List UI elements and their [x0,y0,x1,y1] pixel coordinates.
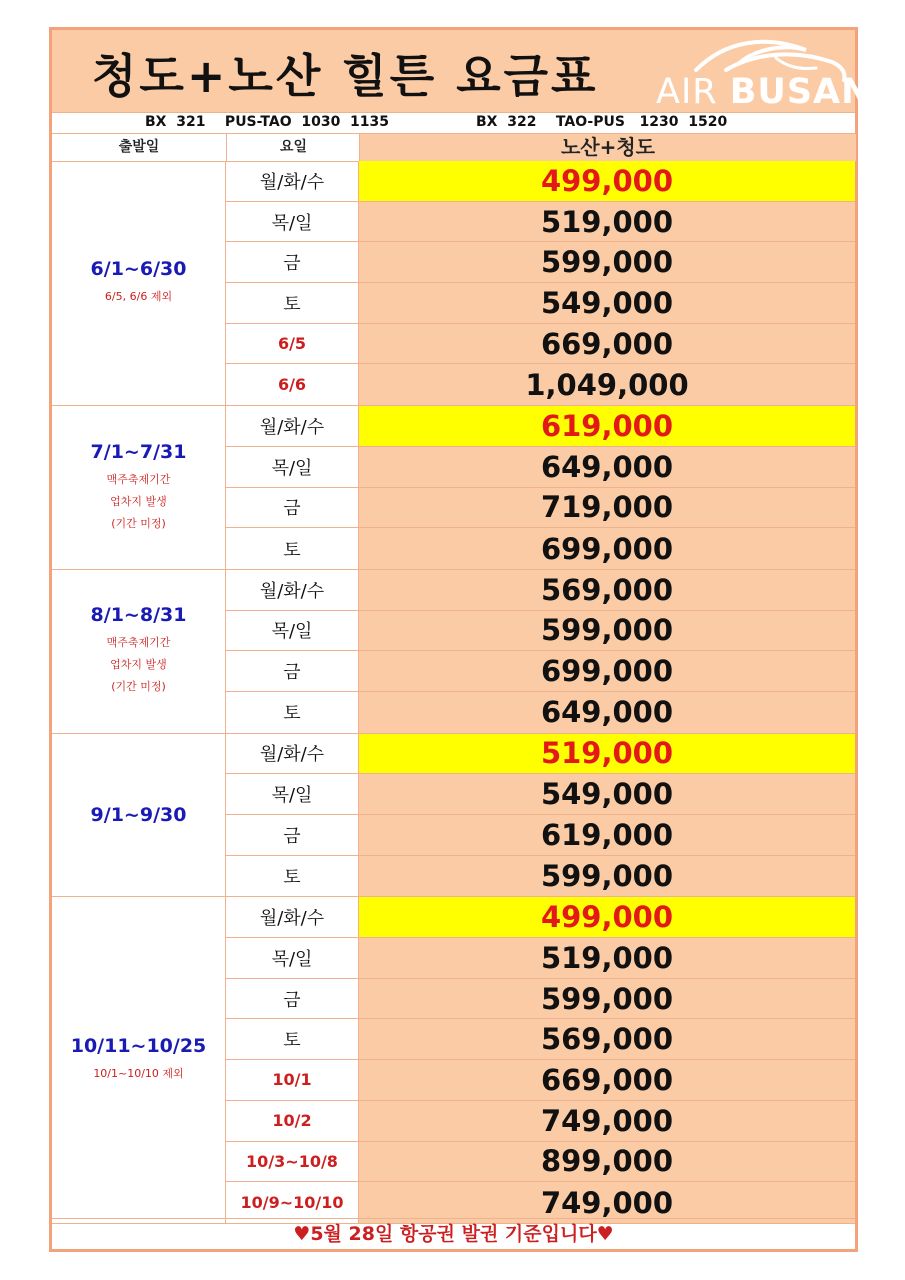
weekday-cell: 금 [226,242,359,282]
footer-note: ♥5월 28일 항공권 발권 기준입니다♥ [52,1218,855,1249]
period-note-line: (기간 미정) [111,680,166,694]
price-cell: 619,000 [359,815,855,855]
weekday-cell: 목/일 [226,202,359,242]
weekday-cell: 토 [226,856,359,897]
period-label: 9/1~9/30 [90,804,187,826]
header-weekday: 요일 [226,134,360,161]
weekday-cell: 금 [226,979,359,1019]
price-cell: 599,000 [359,611,855,651]
price-cell: 669,000 [359,1060,855,1100]
period-note-line: (기간 미정) [111,516,166,530]
price-cell: 549,000 [359,283,855,323]
weekday-cell: 토 [226,528,359,569]
flight-info-row [52,112,855,134]
table-row [226,324,855,365]
price-cell: 669,000 [359,324,855,364]
weekday-cell: 10/2 [226,1101,359,1141]
price-cell: 599,000 [359,856,855,897]
table-row [226,570,855,611]
logo-text [656,72,872,112]
price-cell: 619,000 [359,406,855,446]
period-note-line: 맥주축제기간 [106,636,171,650]
period-label: 7/1~7/31 [90,440,187,463]
return-flight: BX 322 TAO-PUS 1230 1520 [476,114,728,130]
weekday-cell: 금 [226,815,359,855]
air-busan-logo [656,30,872,112]
price-cell: 749,000 [359,1182,855,1223]
weekday-cell: 월/화/수 [226,570,359,610]
table-row [226,202,855,243]
price-cell: 749,000 [359,1101,855,1141]
price-cell: 569,000 [359,1019,855,1059]
logo-text-busan: BUSAN [729,72,872,112]
period-note-line: 6/5, 6/6 제외 [104,290,173,304]
weekday-cell: 금 [226,488,359,528]
weekday-cell: 목/일 [226,611,359,651]
price-cell: 499,000 [359,161,855,201]
weekday-cell: 토 [226,283,359,323]
period-group [52,570,855,734]
table-row [226,161,855,202]
price-cell: 1,049,000 [359,364,855,405]
period-label: 10/11~10/25 [70,1035,207,1058]
period-group [52,161,855,406]
weekday-cell: 10/3~10/8 [226,1142,359,1182]
table-row [226,815,855,856]
table-row [226,1101,855,1142]
weekday-cell: 금 [226,651,359,691]
price-cell: 549,000 [359,774,855,814]
table-row [226,283,855,324]
price-cell: 649,000 [359,447,855,487]
weekday-cell: 월/화/수 [226,897,359,937]
period-note [105,286,172,308]
period-note-line: 10/1~10/10 제외 [93,1067,184,1081]
price-cell: 699,000 [359,651,855,691]
period-label: 6/1~6/30 [90,258,187,281]
period-cell [52,406,226,569]
table-row [226,447,855,488]
table-row [226,488,855,529]
weekday-cell: 목/일 [226,774,359,814]
table-row [226,1060,855,1101]
weekday-cell: 월/화/수 [226,161,359,201]
title-band [52,30,872,113]
weekday-cell: 목/일 [226,447,359,487]
rate-table [52,161,855,1224]
price-cell: 519,000 [359,202,855,242]
period-note-line: 업차지 발생 [110,494,167,508]
price-cell: 519,000 [359,734,855,774]
period-note [107,469,171,535]
table-row [226,242,855,283]
price-cell: 899,000 [359,1142,855,1182]
weekday-cell: 토 [226,1019,359,1059]
period-note [93,1063,183,1085]
header-departure: 출발일 [118,139,160,155]
table-row [226,651,855,692]
period-group [52,897,855,1224]
weekday-cell: 6/6 [226,364,359,405]
weekday-cell: 월/화/수 [226,406,359,446]
table-row [226,897,855,938]
table-row [226,774,855,815]
period-note-line: 맥주축제기간 [106,472,171,486]
price-cell: 599,000 [359,979,855,1019]
price-cell: 499,000 [359,897,855,937]
period-group [52,406,855,570]
weekday-cell: 6/5 [226,324,359,364]
period-cell [52,570,226,733]
outbound-flight: BX 321 PUS-TAO 1030 1135 [145,114,390,130]
price-cell: 699,000 [359,528,855,569]
table-row [226,1182,855,1223]
period-cell [52,734,226,897]
weekday-cell: 10/1 [226,1060,359,1100]
table-row [226,734,855,775]
logo-text-air: AIR [656,72,730,112]
period-cell [52,897,226,1223]
table-row [226,406,855,447]
weekday-cell: 목/일 [226,938,359,978]
period-group [52,734,855,898]
period-note [107,632,171,698]
price-cell: 569,000 [359,570,855,610]
period-cell [52,161,226,405]
weekday-cell: 토 [226,692,359,733]
table-row [226,1019,855,1060]
table-row [226,938,855,979]
page-title: 청도+노산 힐튼 요금표 [92,49,599,103]
weekday-cell: 10/9~10/10 [226,1182,359,1223]
period-label: 8/1~8/31 [90,604,187,627]
price-cell: 599,000 [359,242,855,282]
table-row [226,364,855,405]
table-header [52,134,855,162]
price-cell: 649,000 [359,692,855,733]
table-row [226,856,855,897]
table-row [226,692,855,733]
price-cell: 519,000 [359,938,855,978]
header-price: 노산+청도 [359,134,856,161]
table-row [226,611,855,652]
rate-sheet [49,27,872,1252]
period-note-line: 업차지 발생 [110,658,167,672]
table-row [226,1142,855,1183]
weekday-cell: 월/화/수 [226,734,359,774]
price-cell: 719,000 [359,488,855,528]
table-row [226,979,855,1020]
table-row [226,528,855,569]
